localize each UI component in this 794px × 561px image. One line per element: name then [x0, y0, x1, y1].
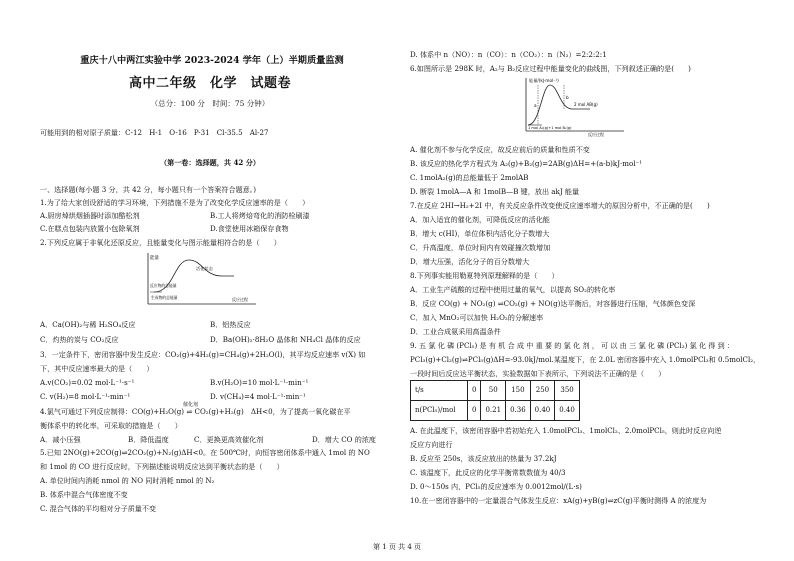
q1-option-d: D.食堂使用冰箱保存食物	[210, 224, 289, 233]
q6-a-label: a	[534, 103, 537, 108]
q7-option-a: A．加入适宜的催化剂，可降低反应的活化能	[410, 215, 550, 224]
q9-data-table	[410, 380, 580, 421]
q4-options	[40, 433, 376, 446]
q9-option-a-cont: 反应方向进行	[410, 440, 453, 449]
q2-y-label: 能量	[150, 256, 159, 261]
right-column	[410, 0, 760, 561]
table-cell: 0.36	[506, 401, 531, 421]
q3-stem-cont: 下，其中反应速率最大的是（ ）	[40, 364, 154, 373]
q1-option-a: A.厨房焯烘烟插器时添加酷松剂	[40, 211, 140, 220]
school-title: 重庆十八中两江实验中学 2023-2024 学年（上）半期质量监测	[80, 55, 344, 66]
q8-option-a: A．工业生产硫酸的过程中使用过量的氧气，以提高 SO₂的转化率	[410, 285, 616, 294]
q4-option-d: D．增大 CO 的浓度	[312, 435, 377, 444]
table-cell: n(PCl₅)/mol	[411, 401, 468, 421]
exam-title: 高中二年级 化学 试题卷	[128, 76, 291, 91]
section-intro: 一、选择题(每小题 3 分，共 42 分，每小题只有一个答案符合题意。)	[40, 185, 257, 194]
table-cell: 50	[481, 381, 506, 401]
table-cell: 0.40	[530, 401, 555, 421]
section-title: （第一卷：选择题，共 42 分）	[160, 158, 260, 167]
q8-option-d: D．工业合成氨采用高温条件	[410, 327, 501, 336]
q3-option-c: C. v(H₂)=8 mol·L⁻¹·min⁻¹	[40, 392, 131, 401]
q8-option-b: B．反应 CO(g) + NO₂(g) ⇌CO₂(g) + NO(g)达平衡后，对容器进行压缩，气体颜色变深	[410, 299, 696, 308]
q3-option-b: B.v(H₂O)=10 mol·L⁻¹·min⁻¹	[210, 378, 309, 387]
q6-x-label: 反应过程	[588, 132, 604, 137]
q3-options-row1	[40, 376, 380, 389]
q4-option-a: A．减小压强	[40, 435, 81, 444]
q5-stem-cont: 和 1mol 的 CO 进行反应时，下列描述能说明反应达到平衡状态的是（ ）	[40, 462, 284, 471]
q5-option-d: D. 体系中 n（NO）：n（CO）：n（CO₂）：n（N₂）=2:2:2:1	[410, 50, 607, 59]
q9-option-c: C. 该温度下，此反应的化学平衡常数数值为 40/3	[410, 468, 566, 477]
q4-option-b: B．降低温度	[128, 435, 169, 444]
q7-option-d: D．增大压强，活化分子的百分数增大	[410, 257, 530, 266]
q7-option-c: C．升高温度，单位时间内有效碰撞次数增加	[410, 243, 551, 252]
table-cell: 250	[530, 381, 555, 401]
q9-stem: 9. 五 氯 化 磷 (PCl₅) 是 有 机 合 成 中 重 要 的 氯 化 剂 ， 可 以 由 三 氯 化 磷 (PCl₃) 氯 化 得 到 ：	[410, 341, 735, 350]
atomic-masses: 可能用到的相对原子质量：C-12 H-1 O-16 P-31 Cl-35.5 Al-27	[40, 128, 269, 137]
q5-option-b: B. 体系中混合气体密度不变	[40, 490, 128, 499]
q2-option-a: A．Ca(OH)₂与稀 H₂SO₄反应	[40, 320, 136, 329]
table-cell: 0.21	[481, 401, 506, 421]
q2-option-c: C．灼热的炭与 CO₂反应	[40, 335, 119, 344]
q4-catalyst-label: 催化剂	[183, 402, 199, 408]
left-column	[40, 0, 380, 561]
q4-stem: 4.氯气可通过下列反应制得：CO(g)+H₂O(g) ⇌ CO₂(g)+H₂(g) ΔH<0，为了提高一氧化碳在平	[40, 407, 351, 416]
table-header-row	[411, 381, 580, 401]
q1-option-c: C.在糕点包装内放置小包除氧剂	[40, 224, 140, 233]
table-cell: 350	[555, 381, 580, 401]
q9-stem-cont2: 一段时间后反应达平衡状态，实验数据如下表所示，下列说法不正确的是（ ）	[410, 369, 666, 378]
table-cell: 0	[468, 401, 481, 421]
q7-option-b: B．增大 c(HI)，单位体积内活化分子数增大	[410, 229, 550, 238]
q8-stem: 8.下列事实能用勒夏特列原理解释的是（ ）	[410, 271, 559, 280]
q9-option-a: A. 在此温度下，该密闭容器中若初始充入 1.0molPCl₃、1molCl₂、2.0molPCl₅，则此时反应向逆	[410, 426, 722, 435]
table-row	[411, 401, 580, 421]
q4-stem-cont: 衡体系中的转化率，可采取的措施是（ ）	[40, 421, 182, 430]
q6-y-label: 能量/(kJ·mol⁻¹)	[529, 78, 559, 83]
q9-stem-cont: PCl₃(g)+Cl₂(g)⇌PCl₅(g)ΔH=-93.0kJ/mol.某温度下，在 2.0L 密闭容器中充入 1.0molPCl₃和 0.5molCl₂，	[410, 355, 761, 364]
q6-energy-diagram	[516, 75, 628, 137]
table-cell: 0	[468, 381, 481, 401]
exam-meta: （总分：100 分 时间：75 分钟）	[150, 99, 270, 108]
q5-option-c: C. 混合气体的平均相对分子质量不变	[40, 504, 157, 513]
q7-stem: 7.在反应 2HI→H₂+2I 中，有关反应条件改变使反应速率增大的原因分析中，不正确的是( )	[410, 201, 710, 210]
table-cell: 0.40	[555, 401, 580, 421]
q10-stem: 10.在一密闭容器中的一定量混合气体发生反应：xA(g)+yB(g)⇌zC(g)平衡时测得 A 的浓度为	[410, 496, 707, 505]
q6-option-d: D. 断裂 1molA—A 和 1molB—B 键，放出 akJ 能量	[410, 187, 580, 196]
q2-energy-diagram	[144, 250, 262, 308]
q2-peak-label: 活化状态	[196, 266, 213, 271]
q5-stem: 5.已知 2NO(g)+2CO(g)⇌2CO₂(g)+N₂(g)ΔH<0。在 500℃时，向恒容密闭体系中通入 1mol 的 NO	[40, 448, 370, 457]
q3-option-d: D. v(CH₄)=4 mol·L⁻¹·min⁻¹	[210, 392, 306, 401]
q1-options-row2	[40, 222, 380, 235]
q6-option-b: B. 该反应的热化学方程式为 A₂(g)+B₂(g)=2AB(g)ΔH=+(a-b)kJ·mol⁻¹	[410, 159, 643, 168]
q4-option-c: C．更换更高效催化剂	[194, 435, 264, 444]
q3-option-a: A.v(CO₂)=0.02 mol·L⁻¹·s⁻¹	[40, 378, 135, 387]
q3-options-row2	[40, 390, 380, 403]
q3-stem: 3．一定条件下，密闭容器中发生反应：CO₂(g)+4H₂(g)=CH₄(g)+2H₂O(l)，其平均反应速率 v(X) 如	[40, 350, 366, 359]
q1-stem: 1.为了给大家创设舒适的学习环境，下列措施不是为了改变化学反应速率的是（ ）	[40, 198, 310, 207]
q6-option-c: C. 1molA₂(g)的总能量低于 2molAB	[410, 173, 529, 182]
q2-option-b: B．铝热反应	[210, 320, 251, 329]
q2-options-row1	[40, 318, 380, 331]
q6-stem: 6.如图所示是 298K 时，A₂与 B₂反应过程中能量变化的曲线图，下列叙述正确的是( )	[410, 64, 691, 73]
table-cell: t/s	[411, 381, 468, 401]
table-cell: 150	[506, 381, 531, 401]
page-footer: 第 1 页 共 4 页	[372, 543, 422, 551]
q1-option-b: B.工人将烤焙弯化的消防栓刷漆	[210, 211, 310, 220]
q9-option-d: D. 0～150s 内，PCl₅的反应速率为 0.0012mol/(L·s)	[410, 482, 582, 491]
q9-option-b: B. 反应至 250s，该反应放出的热量为 37.2kJ	[410, 454, 557, 463]
q6-start-label: 1 mol A₂(g)+1 mol B₂(g)	[528, 126, 572, 130]
q2-options-row2	[40, 333, 380, 346]
q2-reactant-label: 反应物的总能量	[150, 283, 177, 288]
q2-option-d: D．Ba(OH)₂·8H₂O 晶体和 NH₄Cl 晶体的反应	[210, 335, 361, 344]
q6-b-label: b	[566, 95, 569, 100]
q6-mid-label: 2 mol AB(g)	[574, 102, 598, 107]
q2-x-label: 反应过程	[232, 297, 248, 302]
q2-stem: 2.下列反应属于非氧化还原反应，且能量变化与图示能量相符合的是（ ）	[40, 238, 281, 247]
q1-options-row1	[40, 209, 380, 222]
q8-option-c: C．加入 MnO₂可以加快 H₂O₂的分解速率	[410, 313, 544, 322]
q2-product-label: 生成物的总能量	[151, 295, 178, 300]
q5-option-a: A. 单位时间内消耗 nmol 的 NO 同时消耗 nmol 的 N₂	[40, 476, 215, 485]
q6-option-a: A. 催化剂不参与化学反应，故反应前后的质量和性质不变	[410, 145, 590, 154]
